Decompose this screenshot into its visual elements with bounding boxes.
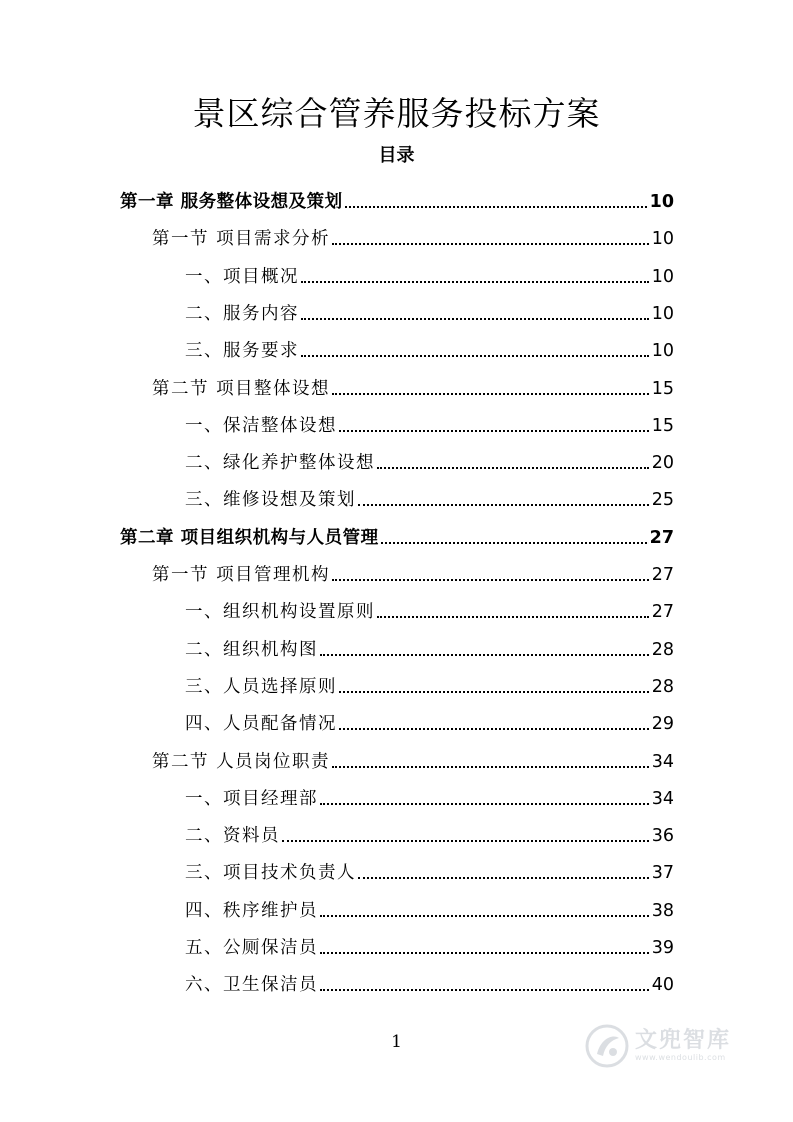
toc-entry-label: 第二节 人员岗位职责: [152, 752, 331, 772]
toc-entry-label: 二、服务内容: [185, 304, 299, 324]
toc-entry-label: 第二章 项目组织机构与人员管理: [120, 528, 379, 548]
toc-entry-page: 39: [651, 938, 674, 958]
toc-entry[interactable]: [185, 481, 674, 511]
toc-entry-label: 一、项目经理部: [185, 789, 318, 809]
toc-entry-page: 34: [651, 789, 674, 809]
toc-entry-page: 40: [651, 975, 674, 995]
toc-entry-label: 二、资料员: [185, 826, 280, 846]
toc-entry-label: 三、维修设想及策划: [185, 490, 356, 510]
toc-entry-label: 五、公厕保洁员: [185, 938, 318, 958]
toc-entry-label: 第二节 项目整体设想: [152, 379, 331, 399]
toc-dot-leader: [301, 281, 649, 283]
toc-entry[interactable]: [185, 892, 674, 922]
toc-entry-label: 四、人员配备情况: [185, 714, 337, 734]
toc-entry-page: 20: [651, 453, 674, 473]
toc-entry-page: 15: [651, 416, 674, 436]
toc-entry[interactable]: [185, 929, 674, 959]
toc-dot-leader: [358, 504, 649, 506]
watermark: [585, 1020, 755, 1072]
toc-entry-label: 一、项目概况: [185, 267, 299, 287]
toc-entry[interactable]: [185, 668, 674, 698]
toc-entry-label: 六、卫生保洁员: [185, 975, 318, 995]
watermark-url: www.wendoulib.com: [635, 1053, 726, 1062]
toc-dot-leader: [332, 766, 649, 768]
toc-dot-leader: [339, 430, 649, 432]
wendou-logo-icon: [585, 1024, 629, 1068]
toc-dot-leader: [339, 728, 649, 730]
toc-entry-label: 第一节 项目需求分析: [152, 229, 331, 249]
toc-entry-page: 10: [651, 267, 674, 287]
watermark-name: 文兜智库: [635, 1028, 732, 1053]
toc-entry-label: 第一章 服务整体设想及策划: [120, 192, 343, 212]
toc-dot-leader: [339, 691, 649, 693]
toc-dot-leader: [320, 803, 649, 805]
toc-dot-leader: [381, 542, 647, 544]
page-number: 1: [391, 1032, 402, 1052]
toc-entry-label: 四、秩序维护员: [185, 901, 318, 921]
toc-entry-label: 第一节 项目管理机构: [152, 565, 331, 585]
toc-entry[interactable]: [185, 854, 674, 884]
toc-entry-page: 37: [651, 863, 674, 883]
toc-entry-label: 三、项目技术负责人: [185, 863, 356, 883]
toc-entry-page: 38: [651, 901, 674, 921]
toc-entry[interactable]: [185, 593, 674, 623]
toc-dot-leader: [301, 318, 649, 320]
toc-dot-leader: [320, 654, 649, 656]
toc-dot-leader: [320, 915, 649, 917]
toc-entry-label: 三、服务要求: [185, 341, 299, 361]
toc-entry-page: 28: [651, 677, 674, 697]
toc-entry-page: 15: [651, 379, 674, 399]
page-title: 景区综合管养服务投标方案: [192, 94, 601, 133]
toc-entry-page: 27: [649, 528, 674, 548]
toc-dot-leader: [358, 877, 649, 879]
toc-entry[interactable]: [185, 631, 674, 661]
toc-entry[interactable]: [185, 780, 674, 810]
toc-dot-leader: [320, 989, 649, 991]
toc-dot-leader: [282, 840, 649, 842]
toc-entry-page: 25: [651, 490, 674, 510]
toc-entry-page: 27: [651, 602, 674, 622]
toc-entry[interactable]: [152, 743, 674, 773]
toc-entry-label: 三、人员选择原则: [185, 677, 337, 697]
toc-entry-page: 10: [649, 192, 674, 212]
toc-entry-page: 10: [651, 229, 674, 249]
toc-dot-leader: [301, 355, 649, 357]
toc-entry-label: 一、组织机构设置原则: [185, 602, 375, 622]
toc-dot-leader: [345, 206, 647, 208]
toc-dot-leader: [377, 616, 649, 618]
toc-entry[interactable]: [185, 705, 674, 735]
toc-entry[interactable]: [185, 332, 674, 362]
toc-entry-page: 36: [651, 826, 674, 846]
toc-entry[interactable]: [120, 519, 674, 549]
toc-entry-page: 10: [651, 304, 674, 324]
toc-entry[interactable]: [120, 183, 674, 213]
toc-heading: 目录: [378, 145, 415, 166]
toc-entry-page: 28: [651, 640, 674, 660]
toc-dot-leader: [377, 467, 649, 469]
toc-entry[interactable]: [185, 295, 674, 325]
toc-entry-page: 10: [651, 341, 674, 361]
toc-entry-page: 27: [651, 565, 674, 585]
toc-entry[interactable]: [185, 966, 674, 996]
toc-entry[interactable]: [185, 407, 674, 437]
toc-dot-leader: [332, 393, 649, 395]
toc-entry-page: 34: [651, 752, 674, 772]
toc-entry[interactable]: [152, 220, 674, 250]
toc-entry[interactable]: [185, 444, 674, 474]
toc-dot-leader: [320, 952, 649, 954]
toc-entry-label: 二、组织机构图: [185, 640, 318, 660]
toc-entry-page: 29: [651, 714, 674, 734]
toc-dot-leader: [332, 579, 649, 581]
toc-entry[interactable]: [185, 258, 674, 288]
toc-entry-label: 一、保洁整体设想: [185, 416, 337, 436]
toc-entry[interactable]: [152, 556, 674, 586]
toc-entry[interactable]: [152, 370, 674, 400]
toc-entry[interactable]: [185, 817, 674, 847]
toc-dot-leader: [332, 243, 649, 245]
toc-entry-label: 二、绿化养护整体设想: [185, 453, 375, 473]
